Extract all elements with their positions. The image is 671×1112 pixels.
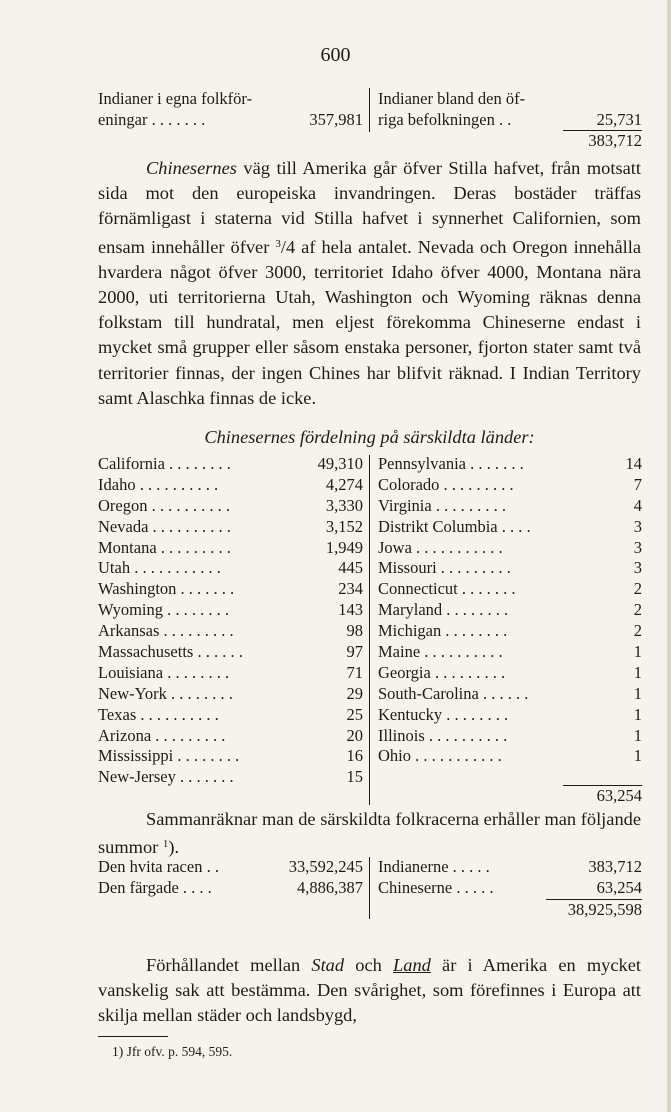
distribution-left-row (98, 663, 363, 684)
distribution-left-name: Montana . . . . . . . . . (98, 537, 231, 557)
page-number: 600 (320, 44, 351, 66)
distribution-left-value: 234 (338, 579, 363, 599)
distribution-right-row (378, 558, 642, 579)
distribution-right-row (378, 621, 642, 642)
distribution-left-row (98, 475, 363, 496)
distribution-right-name: Maryland . . . . . . . . (378, 600, 509, 620)
distribution-left-name: New-Jersey . . . . . . . (98, 767, 234, 787)
paragraph-chinese-route: Chinesernes väg till Amerika går öfver Stilla hafvet, från motsatt sida mot den europeiska invandringen. Deras bostäder träffas förnämligast i staterna vid Stilla hafvet i synnerhet Californien, som ensam innehåller öfver $^3$/4 af hela antalet. Nevada och Oregon innehålla hvardera något öfver 3000, territoriet Idaho öfver 4000, Montana nära 2000, uti territorierna Utah, Washington och Wyoming räknas denna folkstam till hundratal, men eljest förekomma Chineserne endast i mycket små grupper eller såsom enstaka personer, fjorton stater samt två territorier finnas, der ingen Chines har blifvit räknad. I Indian Territory samt Alaschka finnas de icke. (98, 158, 642, 408)
distribution-total: 63,254 (596, 786, 642, 805)
distribution-right-value: 3 (633, 516, 642, 536)
distribution-right-name: Kentucky . . . . . . . . (378, 704, 509, 724)
distribution-left-name: Arizona . . . . . . . . . (98, 725, 226, 745)
distribution-right-value: 1 (633, 642, 642, 662)
summary-right-name: Chineserne . . . . . (378, 877, 494, 897)
indian-left-label-1: Indianer i egna folkför- (98, 89, 253, 108)
paragraph-lead-word: Chinesernes (146, 158, 237, 178)
distribution-right-row (378, 517, 642, 538)
distribution-left-value: 3,330 (325, 495, 363, 515)
distribution-left-row (98, 454, 363, 475)
fraction-numerator: 3 (275, 237, 281, 250)
distribution-right-name: Jowa . . . . . . . . . . . (378, 537, 503, 557)
distribution-right-row (378, 642, 642, 663)
summary-right-column (378, 857, 642, 899)
indian-right-cell (378, 88, 642, 130)
distribution-right-name: Pennsylvania . . . . . . . (378, 454, 524, 473)
distribution-left-row (98, 496, 363, 517)
summary-right-row (378, 857, 642, 878)
distribution-left-row (98, 600, 363, 621)
distribution-right-value: 4 (633, 495, 642, 515)
summary-left-value: 4,886,387 (297, 877, 363, 897)
distribution-left-row (98, 558, 363, 579)
summary-left-row (98, 857, 363, 878)
distribution-left-value: 15 (346, 767, 363, 787)
distribution-left-row (98, 767, 363, 788)
distribution-divider (369, 455, 370, 805)
indian-left-label-2: eningar (98, 110, 148, 129)
summary-left-name: Den hvita racen . . (98, 857, 219, 876)
distribution-left-name: Utah . . . . . . . . . . . (98, 558, 221, 578)
top-table-divider (369, 88, 370, 132)
indian-left-value: 357,981 (309, 110, 363, 129)
footnote-ref: 1 (162, 838, 169, 851)
distribution-left-value: 71 (346, 662, 363, 682)
indian-left-cell (98, 88, 363, 130)
distribution-left-row (98, 621, 363, 642)
distribution-right-value: 1 (633, 683, 642, 703)
paragraph-city-country: Förhållandet mellan Stad och Land är i Amerika en mycket vanskelig sak att bestämma. Den svårighet, som förefinnes i Europa att skilja mellan städer och landsbygd, (98, 955, 641, 1026)
distribution-heading: Chinesernes fördelning på särskildta länder: (204, 427, 535, 447)
distribution-left-value: 29 (346, 683, 363, 703)
distribution-right-value: 1 (633, 704, 642, 724)
distribution-right-value: 2 (633, 600, 642, 620)
distribution-left-name: Massachusetts . . . . . . (98, 642, 243, 662)
page-edge (667, 0, 671, 1112)
distribution-left-row (98, 746, 363, 767)
distribution-right-row (378, 684, 642, 705)
distribution-right-row (378, 475, 642, 496)
indian-right-label-2: riga befolkningen (378, 110, 495, 129)
distribution-right-name: Colorado . . . . . . . . . (378, 474, 514, 494)
distribution-left-row (98, 726, 363, 747)
word-stad: Stad (311, 955, 345, 975)
indian-right-value: 25,731 (596, 110, 642, 129)
indian-left-line1 (98, 88, 363, 109)
summary-right-value: 63,254 (596, 877, 642, 897)
footnote-rule (98, 1036, 168, 1037)
distribution-left-row (98, 538, 363, 559)
distribution-right-name: Virginia . . . . . . . . . (378, 495, 506, 515)
distribution-right-name: Maine . . . . . . . . . . (378, 642, 503, 662)
distribution-right-name: South-Carolina . . . . . . (378, 683, 529, 703)
distribution-right-name: Missouri . . . . . . . . . (378, 558, 511, 578)
distribution-left-value: 143 (338, 600, 363, 620)
distribution-left-name: Texas . . . . . . . . . . (98, 704, 219, 724)
distribution-right-name: Ohio . . . . . . . . . . . (378, 746, 502, 766)
distribution-left-value: 3,152 (325, 516, 363, 536)
distribution-right-row (378, 705, 642, 726)
summary-right-name: Indianerne . . . . . (378, 857, 490, 876)
distribution-right-value: 7 (633, 474, 642, 494)
distribution-left-name: Washington . . . . . . . (98, 579, 235, 599)
distribution-right-row (378, 746, 642, 767)
distribution-right-name: Connecticut . . . . . . . (378, 579, 516, 599)
distribution-right-column (378, 454, 642, 767)
distribution-left-value: 97 (346, 642, 363, 662)
distribution-right-row (378, 496, 642, 517)
summary-left-column (98, 857, 363, 899)
distribution-right-row (378, 454, 642, 475)
distribution-left-value: 20 (346, 725, 363, 745)
distribution-left-value: 25 (346, 704, 363, 724)
paragraph-summary-intro: Sammanräknar man de särskildta folkracerna erhåller man följande summor $^1$). (98, 809, 641, 858)
distribution-left-value: 98 (346, 621, 363, 641)
distribution-left-row (98, 705, 363, 726)
distribution-left-row (98, 684, 363, 705)
distribution-left-name: Louisiana . . . . . . . . (98, 662, 230, 682)
distribution-left-name: Arkansas . . . . . . . . . (98, 621, 234, 641)
summary-right-row (378, 878, 642, 899)
distribution-left-row (98, 517, 363, 538)
distribution-left-value: 445 (338, 558, 363, 578)
distribution-right-value: 1 (633, 746, 642, 766)
indian-right-dots: . . (498, 110, 512, 129)
summary-divider (369, 857, 370, 919)
distribution-left-name: Oregon . . . . . . . . . . (98, 495, 230, 515)
distribution-right-value: 3 (633, 537, 642, 557)
distribution-right-row (378, 726, 642, 747)
distribution-left-row (98, 642, 363, 663)
distribution-left-value: 49,310 (317, 454, 363, 473)
distribution-left-name: Wyoming . . . . . . . . (98, 600, 230, 620)
distribution-right-row (378, 538, 642, 559)
distribution-left-row (98, 579, 363, 600)
distribution-left-name: Mississippi . . . . . . . . (98, 746, 240, 766)
distribution-left-value: 16 (346, 746, 363, 766)
summary-right-value: 383,712 (588, 857, 642, 876)
footnote: 1) Jfr ofv. p. 594, 595. (112, 1044, 233, 1059)
distribution-right-row (378, 600, 642, 621)
distribution-right-row (378, 579, 642, 600)
distribution-right-value: 3 (633, 558, 642, 578)
word-land: Land (393, 955, 431, 975)
distribution-right-name: Georgia . . . . . . . . . (378, 662, 506, 682)
distribution-left-name: Nevada . . . . . . . . . . (98, 516, 231, 536)
distribution-right-name: Distrikt Columbia . . . . (378, 516, 531, 536)
indian-left-line2 (98, 109, 363, 130)
distribution-left-name: Idaho . . . . . . . . . . (98, 474, 219, 494)
indian-left-dots: . . . . . . . (151, 110, 206, 129)
distribution-right-value: 1 (633, 725, 642, 745)
summary-left-row (98, 878, 363, 899)
distribution-right-value: 1 (633, 662, 642, 682)
summary-total: 38,925,598 (567, 900, 642, 919)
summary-left-name: Den färgade . . . . (98, 877, 212, 897)
fraction-denominator: /4 (280, 236, 296, 257)
distribution-right-name: Illinois . . . . . . . . . . (378, 725, 508, 745)
distribution-right-name: Michigan . . . . . . . . (378, 621, 508, 641)
top-total: 383,712 (588, 131, 642, 150)
distribution-left-name: California . . . . . . . . (98, 454, 231, 473)
distribution-left-column (98, 454, 363, 788)
distribution-left-value: 4,274 (325, 474, 363, 494)
distribution-right-row (378, 663, 642, 684)
distribution-right-value: 14 (625, 454, 642, 473)
distribution-right-value: 2 (633, 621, 642, 641)
distribution-left-name: New-York . . . . . . . . (98, 683, 233, 703)
summary-left-value: 33,592,245 (288, 857, 363, 876)
distribution-left-value: 1,949 (325, 537, 363, 557)
indian-right-label-1: Indianer bland den öf- (378, 89, 526, 108)
distribution-right-value: 2 (633, 579, 642, 599)
